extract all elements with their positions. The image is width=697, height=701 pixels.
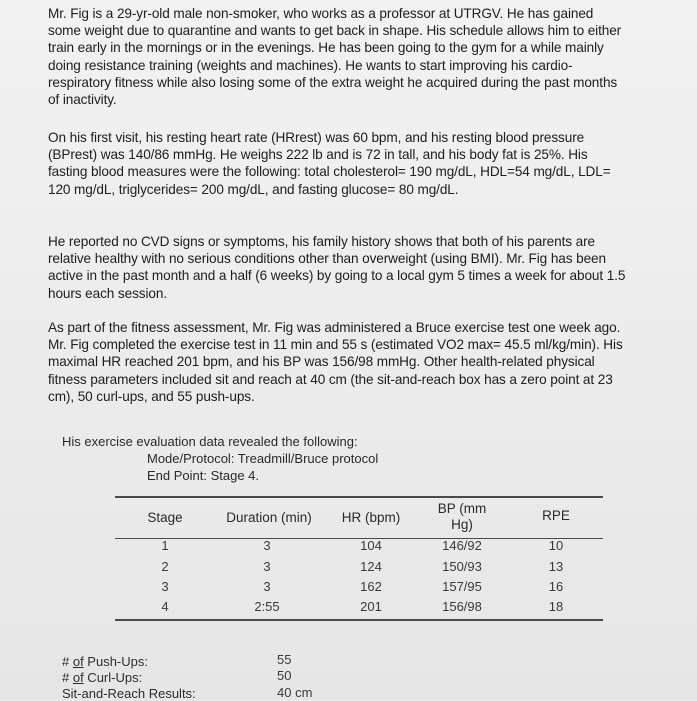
cell-duration: 3 xyxy=(263,538,271,553)
header-hr: HR (bpm) xyxy=(341,510,401,525)
header-rpe: RPE xyxy=(542,508,570,523)
label-key: of xyxy=(72,670,84,685)
cell-hr: 162 xyxy=(360,579,382,594)
header-duration: Duration (min) xyxy=(226,510,312,525)
cell-rpe: 16 xyxy=(548,579,564,594)
case-intro-paragraph: Mr. Fig is a 29-yr-old male non-smoker, who works as a professor at UTRGV. He has gained some weight due to quarantine and wants to get back in shape. His schedule allows him to either train early in the mornings or in the evenings. He has been going to the gym for a while mainly doing resistance training (weights and machines). He wants to start improving his cardio-respiratory fitness while also losing some of the extra weight he acquired during the past months of inactivity. xyxy=(48,6,622,108)
mode-protocol: Mode/Protocol: Treadmill/Bruce protocol xyxy=(147,451,379,466)
fitness-assessment-paragraph: As part of the fitness assessment, Mr. Fig was administered a Bruce exercise test one week ago. Mr. Fig completed the exercise test in 11 min and 55 s (estimated VO2 max= 45.5 ml/kg/min). His maximal HR reached 201 bpm, and his BP was 156/98 mmHg. Other health-related physical fitness parameters included sit and reach at 40 cm (the sit-and-reach box has a zero point at 23 cm), 50 curl-ups, and 55 push-ups. xyxy=(48,320,623,404)
cell-bp: 156/98 xyxy=(442,599,482,614)
header-stage: Stage xyxy=(147,510,183,525)
cell-stage: 3 xyxy=(161,579,169,594)
label-prefix: # xyxy=(62,670,73,685)
cell-bp: 157/95 xyxy=(442,579,482,594)
push-ups-value: 55 xyxy=(277,652,292,667)
curl-ups-value: 50 xyxy=(277,668,292,683)
label-key: of xyxy=(72,654,84,669)
first-visit-paragraph: On his first visit, his resting heart rate (HRrest) was 60 bpm, and his resting blood pressure (BPrest) was 140/86 mmHg. He weighs 222 lb and is 72 in tall, and his body fat is 25%. His fasting blood measures were the following: total cholesterol= 190 mg/dL, HDL=54 mg/dL, LDL= 120 mg/dL, triglycerides= 200 mg/dL, and fasting glucose= 80 mg/dL. xyxy=(48,130,611,197)
cell-duration: 2:55 xyxy=(254,599,280,614)
history-paragraph: He reported no CVD signs or symptoms, his family history shows that both of his parents are relative healthy with no serious conditions other than overweight (using BMI). Mr. Fig has been active in the past month and a half (6 weeks) by going to a local gym 5 times a week for about 1.5 hours each session. xyxy=(48,234,626,301)
table-top-rule xyxy=(115,496,603,498)
label-text: Sit-and-Reach Results: xyxy=(62,686,196,701)
end-point: End Point: Stage 4. xyxy=(147,468,260,483)
cell-bp: 150/93 xyxy=(442,559,482,574)
label-prefix: # xyxy=(62,654,73,669)
curl-ups-label xyxy=(62,670,142,685)
cell-rpe: 10 xyxy=(548,538,564,553)
label-suffix: Curl-Ups: xyxy=(83,670,143,685)
evaluation-intro: His exercise evaluation data revealed the following: xyxy=(62,434,358,449)
cell-duration: 3 xyxy=(263,579,271,594)
table-bottom-rule xyxy=(115,619,603,621)
push-ups-label xyxy=(62,654,148,669)
label-suffix: Push-Ups: xyxy=(83,654,148,669)
header-bp: BP (mm Hg) xyxy=(437,501,487,532)
cell-hr: 124 xyxy=(360,559,382,574)
cell-hr: 104 xyxy=(360,538,382,553)
sit-and-reach-label xyxy=(62,686,196,701)
cell-rpe: 18 xyxy=(548,599,564,614)
cell-duration: 3 xyxy=(263,559,271,574)
cell-stage: 2 xyxy=(161,559,169,574)
cell-bp: 146/92 xyxy=(442,538,482,553)
cell-stage: 4 xyxy=(161,599,169,614)
cell-rpe: 13 xyxy=(548,559,564,574)
sit-and-reach-value: 40 cm xyxy=(277,685,313,700)
cell-hr: 201 xyxy=(360,599,382,614)
cell-stage: 1 xyxy=(161,538,169,553)
